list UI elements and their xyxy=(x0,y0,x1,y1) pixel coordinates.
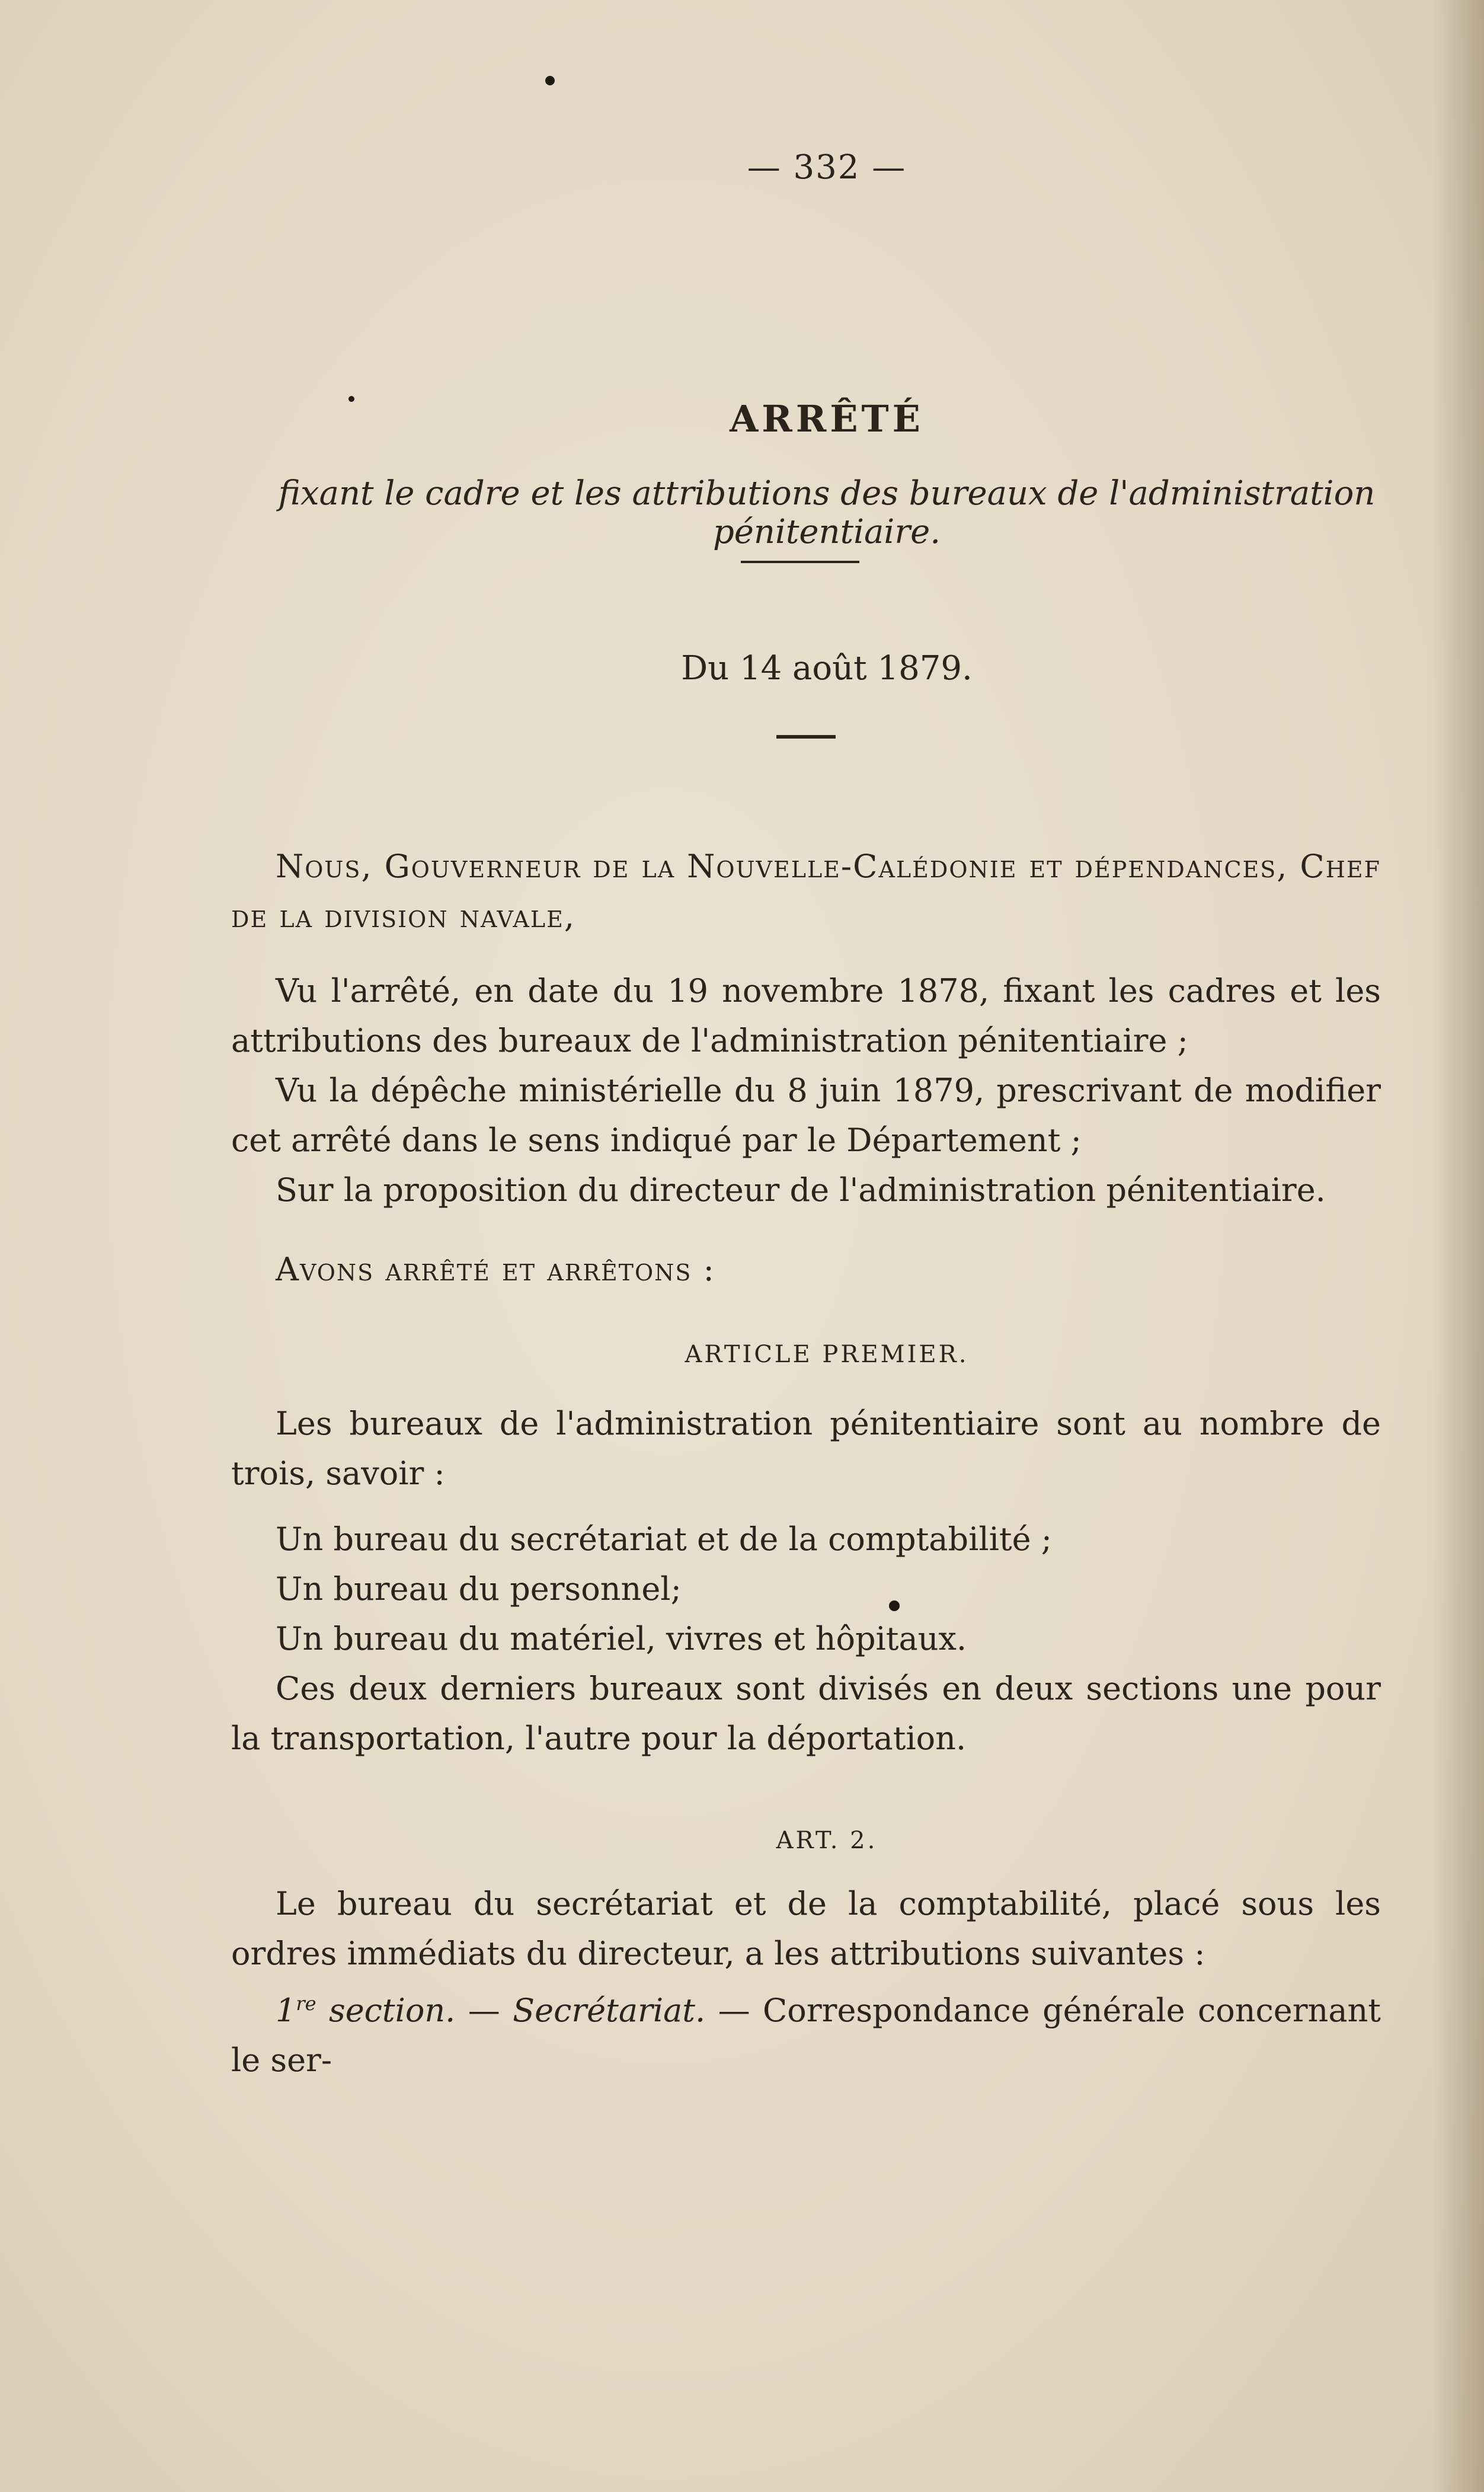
considerant: Vu la dépêche ministérielle du 8 juin 1879, prescrivant de modifier cet arrêté dans le sens indiqué par le Département ; xyxy=(231,1072,1381,1159)
article-closing: Ces deux derniers bureaux sont divisés en deux sections une pour la transportation, l'autre pour la déportation. xyxy=(231,1670,1381,1757)
considerant: Sur la proposition du directeur de l'administration pénitentiaire. xyxy=(276,1171,1326,1209)
article-2-heading: ART. 2. xyxy=(776,1827,878,1854)
considerant: Vu l'arrêté, en date du 19 novembre 1878, fixant les cadres et les attributions des bureaux de l'administration pénitentiaire ; xyxy=(231,972,1381,1059)
list-item: Un bureau du secrétariat et de la comptabilité ; xyxy=(276,1520,1052,1558)
preamble-intro: Nous, Gouverneur de la Nouvelle-Calédonie et dépendances, Chef de la division navale, xyxy=(231,848,1381,935)
document-subtitle: fixant le cadre et les attributions des bureaux de l'administration pénitentiaire. xyxy=(278,474,1376,551)
section-label: section. xyxy=(316,1992,456,2029)
article-1-heading: ARTICLE PREMIER. xyxy=(685,1341,969,1368)
section-number: 1 xyxy=(276,1992,296,2029)
preamble xyxy=(231,842,1381,941)
list-item: Un bureau du personnel; xyxy=(276,1570,682,1608)
title-divider xyxy=(741,561,859,563)
article-text: Les bureaux de l'administration pénitentiaire sont au nombre de trois, savoir : xyxy=(231,1405,1381,1492)
section-dash: — xyxy=(705,1992,763,2029)
decision xyxy=(231,1245,1381,1295)
article-1-list xyxy=(231,1515,1381,1763)
article-2-body xyxy=(231,1879,1381,2085)
page-edge-shadow xyxy=(1431,0,1484,2492)
date-divider xyxy=(776,735,836,739)
article-1-body xyxy=(231,1399,1381,1499)
section-name: Secrétariat. xyxy=(513,1992,706,2029)
document-date: Du 14 août 1879. xyxy=(681,649,973,688)
page-number: — 332 — xyxy=(747,148,907,187)
section-dash: — xyxy=(455,1992,513,2029)
ink-spot xyxy=(545,76,555,85)
section-line xyxy=(231,1979,1381,2085)
list-item: Un bureau du matériel, vivres et hôpitaux. xyxy=(276,1620,967,1657)
document-title: ARRÊTÉ xyxy=(730,397,924,440)
section-superscript: re xyxy=(296,1992,316,2015)
considerants xyxy=(231,966,1381,1215)
section-text: Correspondance générale concernant le ser- xyxy=(231,1992,1381,2079)
decision-text: Avons arrêté et arrêtons : xyxy=(276,1251,715,1288)
article-text: Le bureau du secrétariat et de la comptabilité, placé sous les ordres immédiats du directeur, a les attributions suivantes : xyxy=(231,1885,1381,1972)
